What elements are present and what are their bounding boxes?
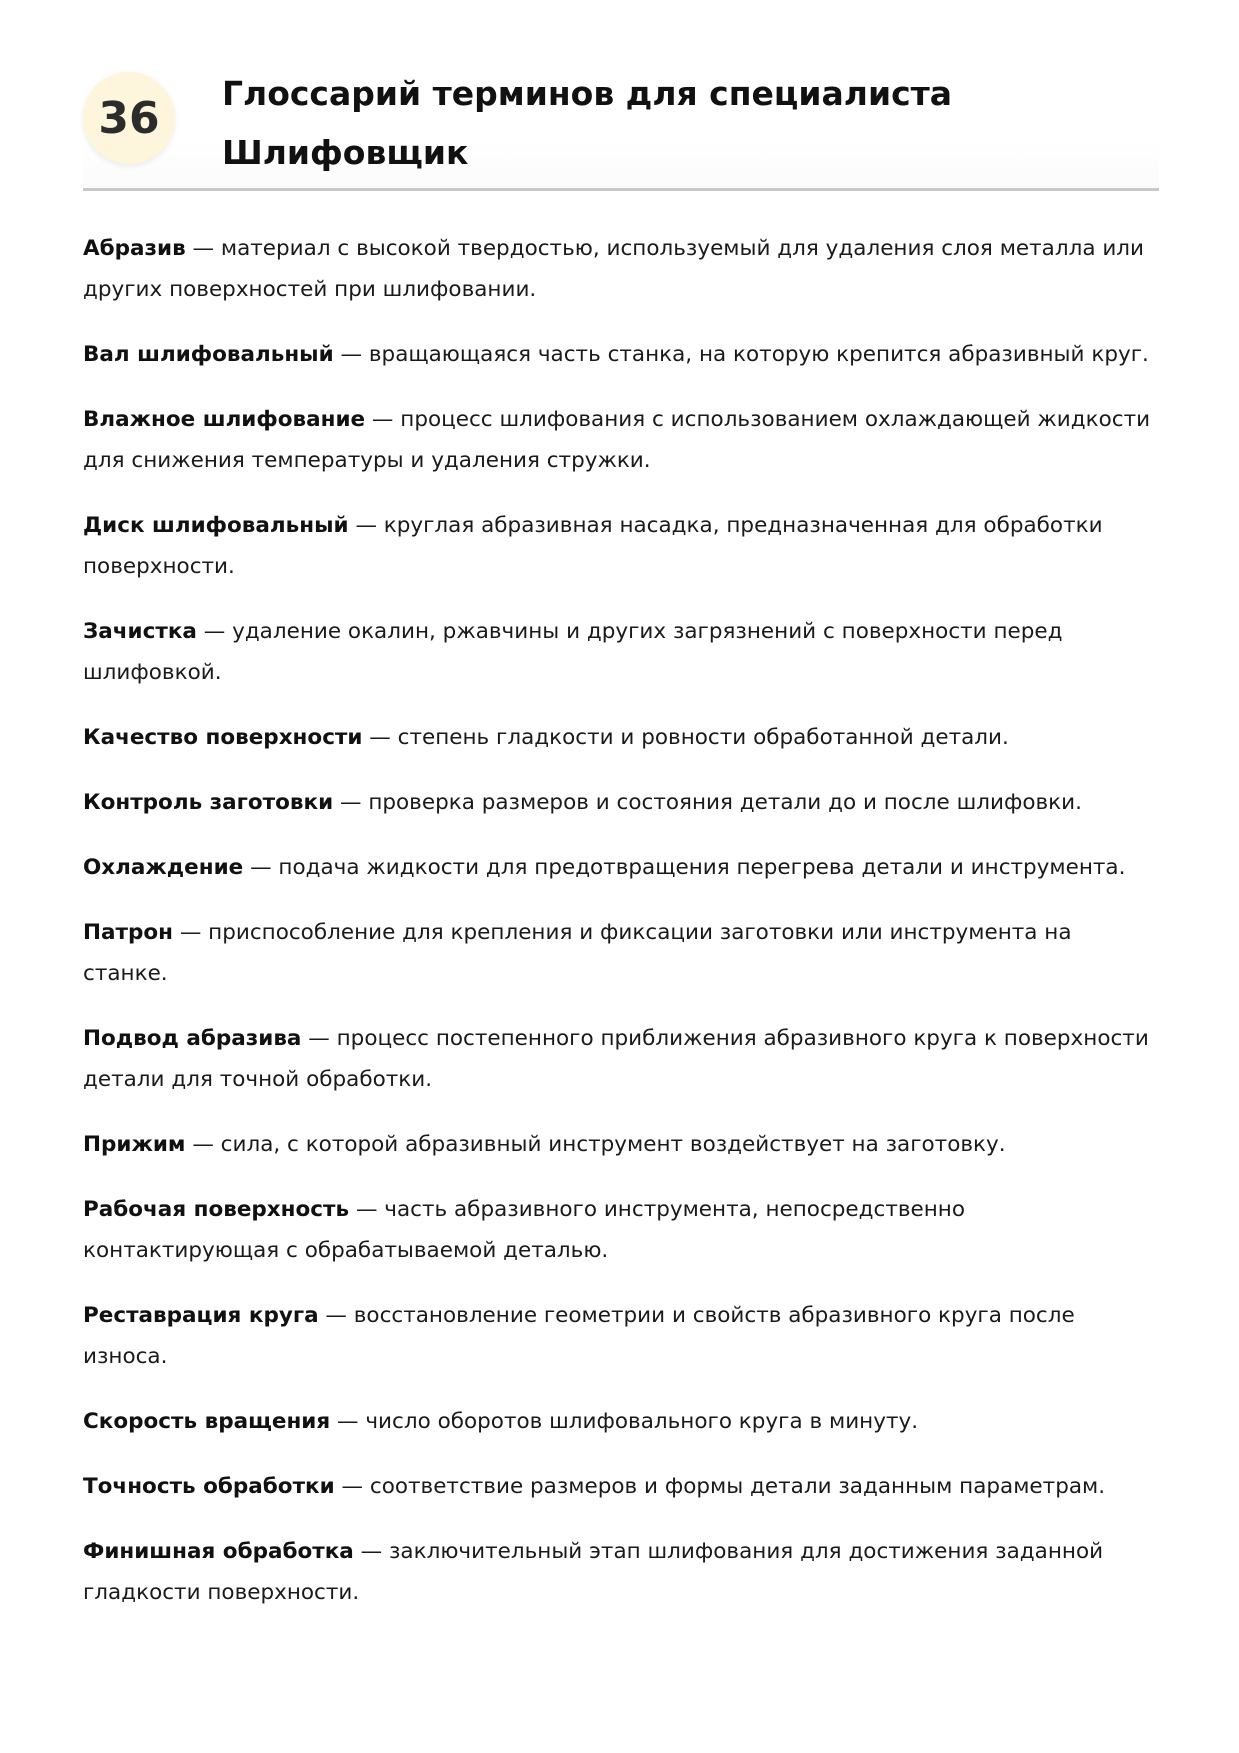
title-line-1: Глоссарий терминов для специалиста xyxy=(222,74,953,113)
glossary-definition: проверка размеров и состояния детали до и после шлифовки. xyxy=(368,790,1082,815)
term-separator: — xyxy=(196,619,233,644)
page-title xyxy=(222,64,952,182)
glossary-term: Контроль заготовки xyxy=(83,790,334,815)
glossary-definition: число оборотов шлифовального круга в минуту. xyxy=(365,1409,919,1434)
term-separator: — xyxy=(185,236,221,261)
glossary-definition: вращающаяся часть станка, на которую крепится абразивный круг. xyxy=(368,342,1149,367)
glossary-entry xyxy=(83,505,1159,587)
glossary-definition: удаление окалин, ржавчины и других загрязнений с поверхности перед шлифовкой. xyxy=(83,619,1063,685)
term-separator: — xyxy=(348,513,384,538)
glossary-term: Зачистка xyxy=(83,619,197,644)
glossary-definition: круглая абразивная насадка, предназначенная для обработки поверхности. xyxy=(83,513,1103,579)
glossary-entry xyxy=(83,1295,1159,1377)
glossary-entry xyxy=(83,399,1159,481)
glossary-entry xyxy=(83,912,1159,994)
glossary-term: Патрон xyxy=(83,920,173,945)
glossary-term: Вал шлифовальный xyxy=(83,342,334,367)
glossary-entry xyxy=(83,1018,1159,1100)
glossary-entry xyxy=(83,782,1159,823)
glossary-entry xyxy=(83,1189,1159,1271)
glossary-term: Влажное шлифование xyxy=(83,407,366,432)
glossary-term: Точность обработки xyxy=(83,1474,335,1499)
term-separator: — xyxy=(172,920,209,945)
term-separator: — xyxy=(333,342,369,367)
term-separator: — xyxy=(330,1409,366,1434)
term-separator: — xyxy=(362,725,398,750)
glossary-list xyxy=(83,228,1159,1637)
term-separator: — xyxy=(318,1303,354,1328)
glossary-term: Реставрация круга xyxy=(83,1303,319,1328)
glossary-definition: приспособление для крепления и фиксации заготовки или инструмента на станке. xyxy=(83,920,1072,986)
term-separator: — xyxy=(353,1539,389,1564)
glossary-definition: подача жидкости для предотвращения перегрева детали и инструмента. xyxy=(278,855,1126,880)
glossary-definition: степень гладкости и ровности обработанной детали. xyxy=(397,725,1009,750)
glossary-term: Качество поверхности xyxy=(83,725,363,750)
title-line-2: Шлифовщик xyxy=(222,133,469,172)
glossary-definition: материал с высокой твердостью, используемый для удаления слоя металла или других поверхностей при шлифовании. xyxy=(83,236,1145,302)
term-separator: — xyxy=(243,855,279,880)
page-number-badge: 36 xyxy=(83,72,175,164)
glossary-entry xyxy=(83,1124,1159,1165)
term-separator: — xyxy=(349,1197,385,1222)
glossary-definition: восстановление геометрии и свойств абразивного круга после износа. xyxy=(83,1303,1075,1369)
glossary-definition: процесс шлифования с использованием охлаждающей жидкости для снижения температуры и удаления стружки. xyxy=(83,407,1151,473)
glossary-entry xyxy=(83,228,1159,310)
glossary-term: Рабочая поверхность xyxy=(83,1197,350,1222)
glossary-entry xyxy=(83,1531,1159,1613)
glossary-term: Подвод абразива xyxy=(83,1026,302,1051)
glossary-definition: сила, с которой абразивный инструмент воздействует на заготовку. xyxy=(220,1132,1006,1157)
term-separator: — xyxy=(301,1026,337,1051)
glossary-page xyxy=(83,62,1159,1605)
term-separator: — xyxy=(334,1474,370,1499)
term-separator: — xyxy=(365,407,401,432)
glossary-term: Прижим xyxy=(83,1132,186,1157)
term-separator: — xyxy=(333,790,369,815)
glossary-entry xyxy=(83,1466,1159,1507)
glossary-term: Абразив xyxy=(83,236,186,261)
glossary-definition: соответствие размеров и формы детали заданным параметрам. xyxy=(369,1474,1106,1499)
glossary-term: Финишная обработка xyxy=(83,1539,354,1564)
glossary-definition: заключительный этап шлифования для достижения заданной гладкости поверхности. xyxy=(83,1539,1104,1605)
glossary-term: Охлаждение xyxy=(83,855,244,880)
glossary-term: Скорость вращения xyxy=(83,1409,331,1434)
glossary-entry xyxy=(83,611,1159,693)
glossary-definition: процесс постепенного приближения абразивного круга к поверхности детали для точной обработки. xyxy=(83,1026,1149,1092)
glossary-entry xyxy=(83,334,1159,375)
page-header xyxy=(83,62,1159,191)
term-separator: — xyxy=(185,1132,221,1157)
glossary-entry xyxy=(83,717,1159,758)
glossary-definition: часть абразивного инструмента, непосредственно контактирующая с обрабатываемой деталью. xyxy=(83,1197,966,1263)
glossary-entry xyxy=(83,847,1159,888)
glossary-entry xyxy=(83,1401,1159,1442)
glossary-term: Диск шлифовальный xyxy=(83,513,349,538)
